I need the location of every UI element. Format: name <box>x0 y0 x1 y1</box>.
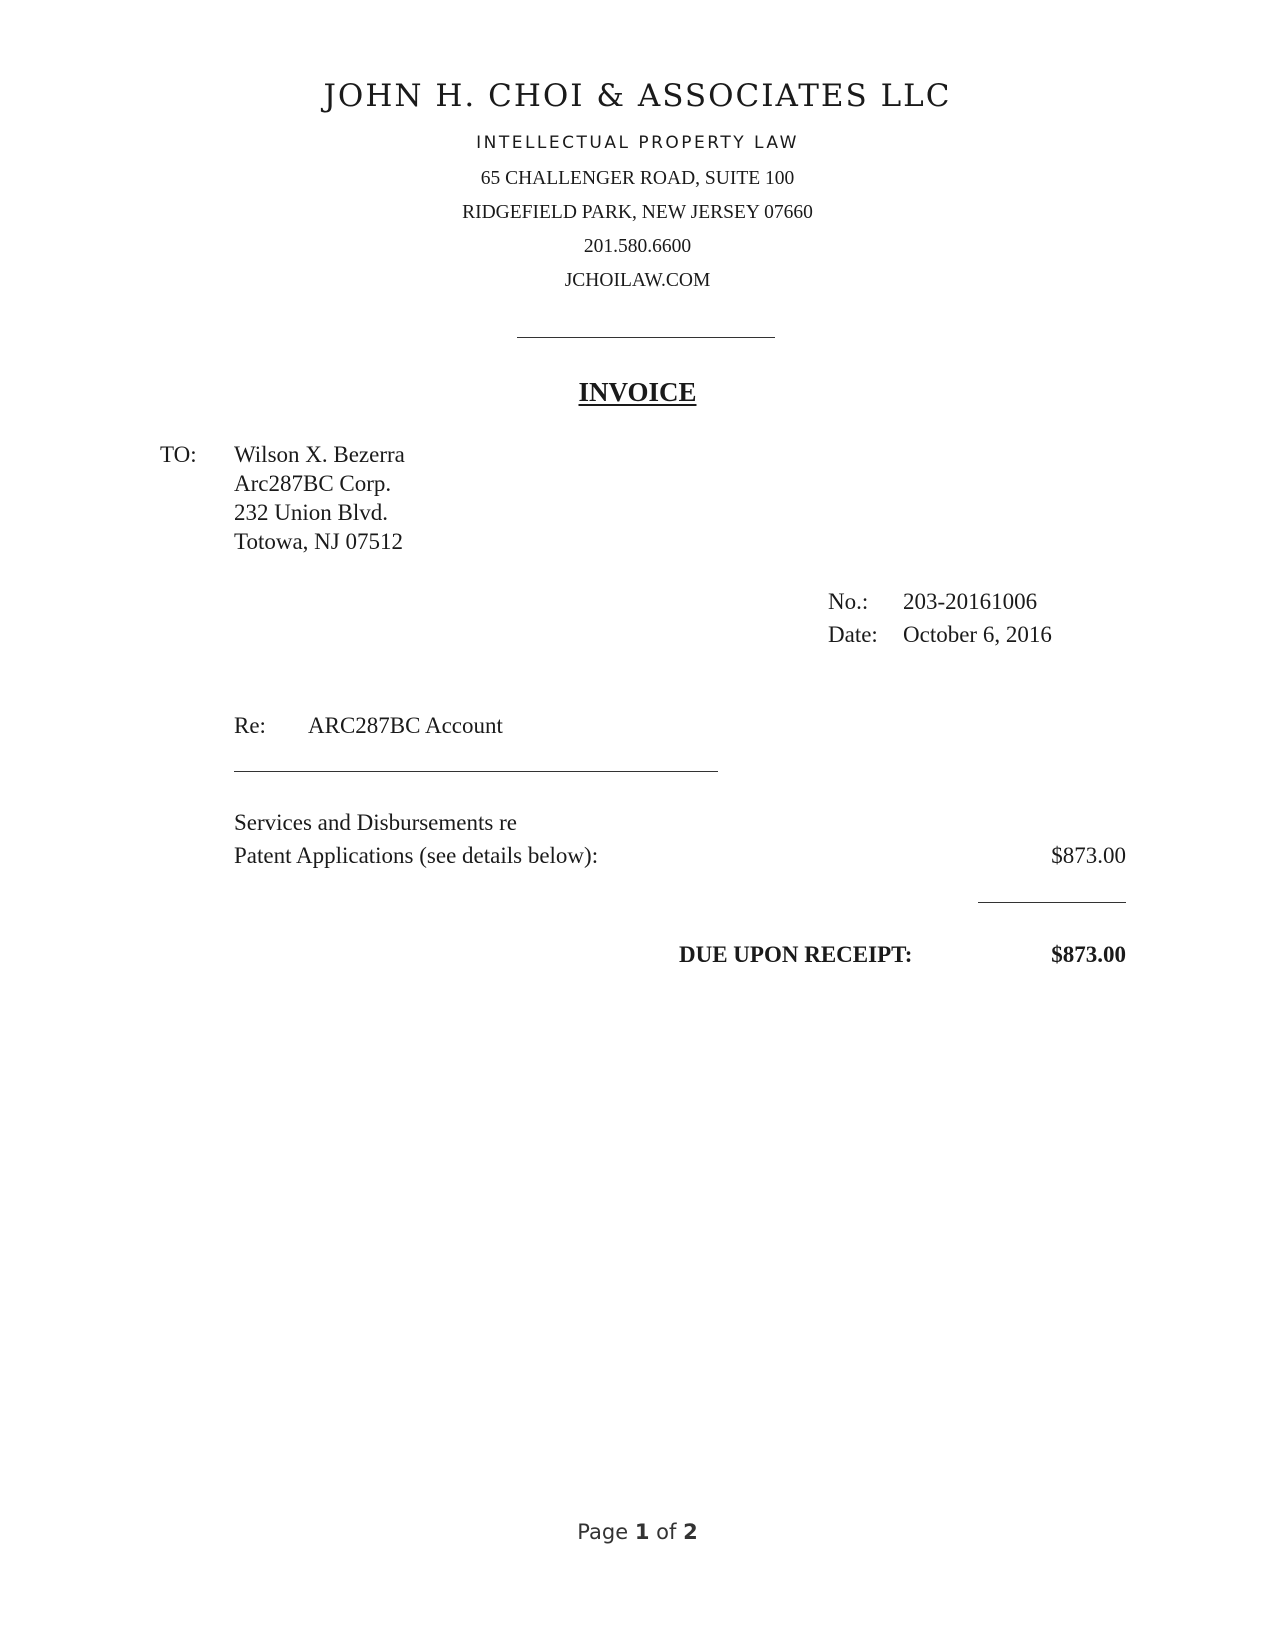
re-value: ARC287BC Account <box>308 713 503 738</box>
total-pages: 2 <box>683 1520 698 1544</box>
re-label: Re: <box>234 713 266 738</box>
firm-phone: 201.580.6600 <box>583 236 692 257</box>
firm-website: JCHOILAW.COM <box>564 270 711 291</box>
invoice-date-label: Date: <box>828 622 878 647</box>
recipient-city: Totowa, NJ 07512 <box>234 529 403 554</box>
current-page: 1 <box>634 1520 650 1544</box>
letterhead-divider <box>517 337 775 338</box>
invoice-number: 203-20161006 <box>903 589 1038 614</box>
amount-divider <box>978 902 1126 903</box>
page-indicator <box>0 1520 1275 1544</box>
services-line1: Services and Disbursements re <box>234 810 517 835</box>
invoice-date: October 6, 2016 <box>903 622 1052 647</box>
of-word: of <box>656 1520 677 1544</box>
due-amount: $873.00 <box>1051 942 1126 967</box>
firm-practice: INTELLECTUAL PROPERTY LAW <box>476 133 799 153</box>
services-line2: Patent Applications (see details below): <box>234 843 599 868</box>
services-amount: $873.00 <box>1051 843 1126 868</box>
recipient-company: Arc287BC Corp. <box>234 471 392 496</box>
firm-address-line1: 65 CHALLENGER ROAD, SUITE 100 <box>480 168 795 189</box>
recipient-label: TO: <box>160 442 197 467</box>
firm-address-line2: RIDGEFIELD PARK, NEW JERSEY 07660 <box>462 202 813 223</box>
page-word: Page <box>577 1520 629 1544</box>
firm-name: JOHN H. CHOI & ASSOCIATES LLC <box>323 78 952 114</box>
invoice-number-label: No.: <box>828 589 869 614</box>
due-label: DUE UPON RECEIPT: <box>679 942 913 967</box>
recipient-name: Wilson X. Bezerra <box>234 442 405 467</box>
re-divider <box>234 771 718 772</box>
recipient-street: 232 Union Blvd. <box>234 500 388 525</box>
invoice-title: INVOICE <box>578 377 697 407</box>
